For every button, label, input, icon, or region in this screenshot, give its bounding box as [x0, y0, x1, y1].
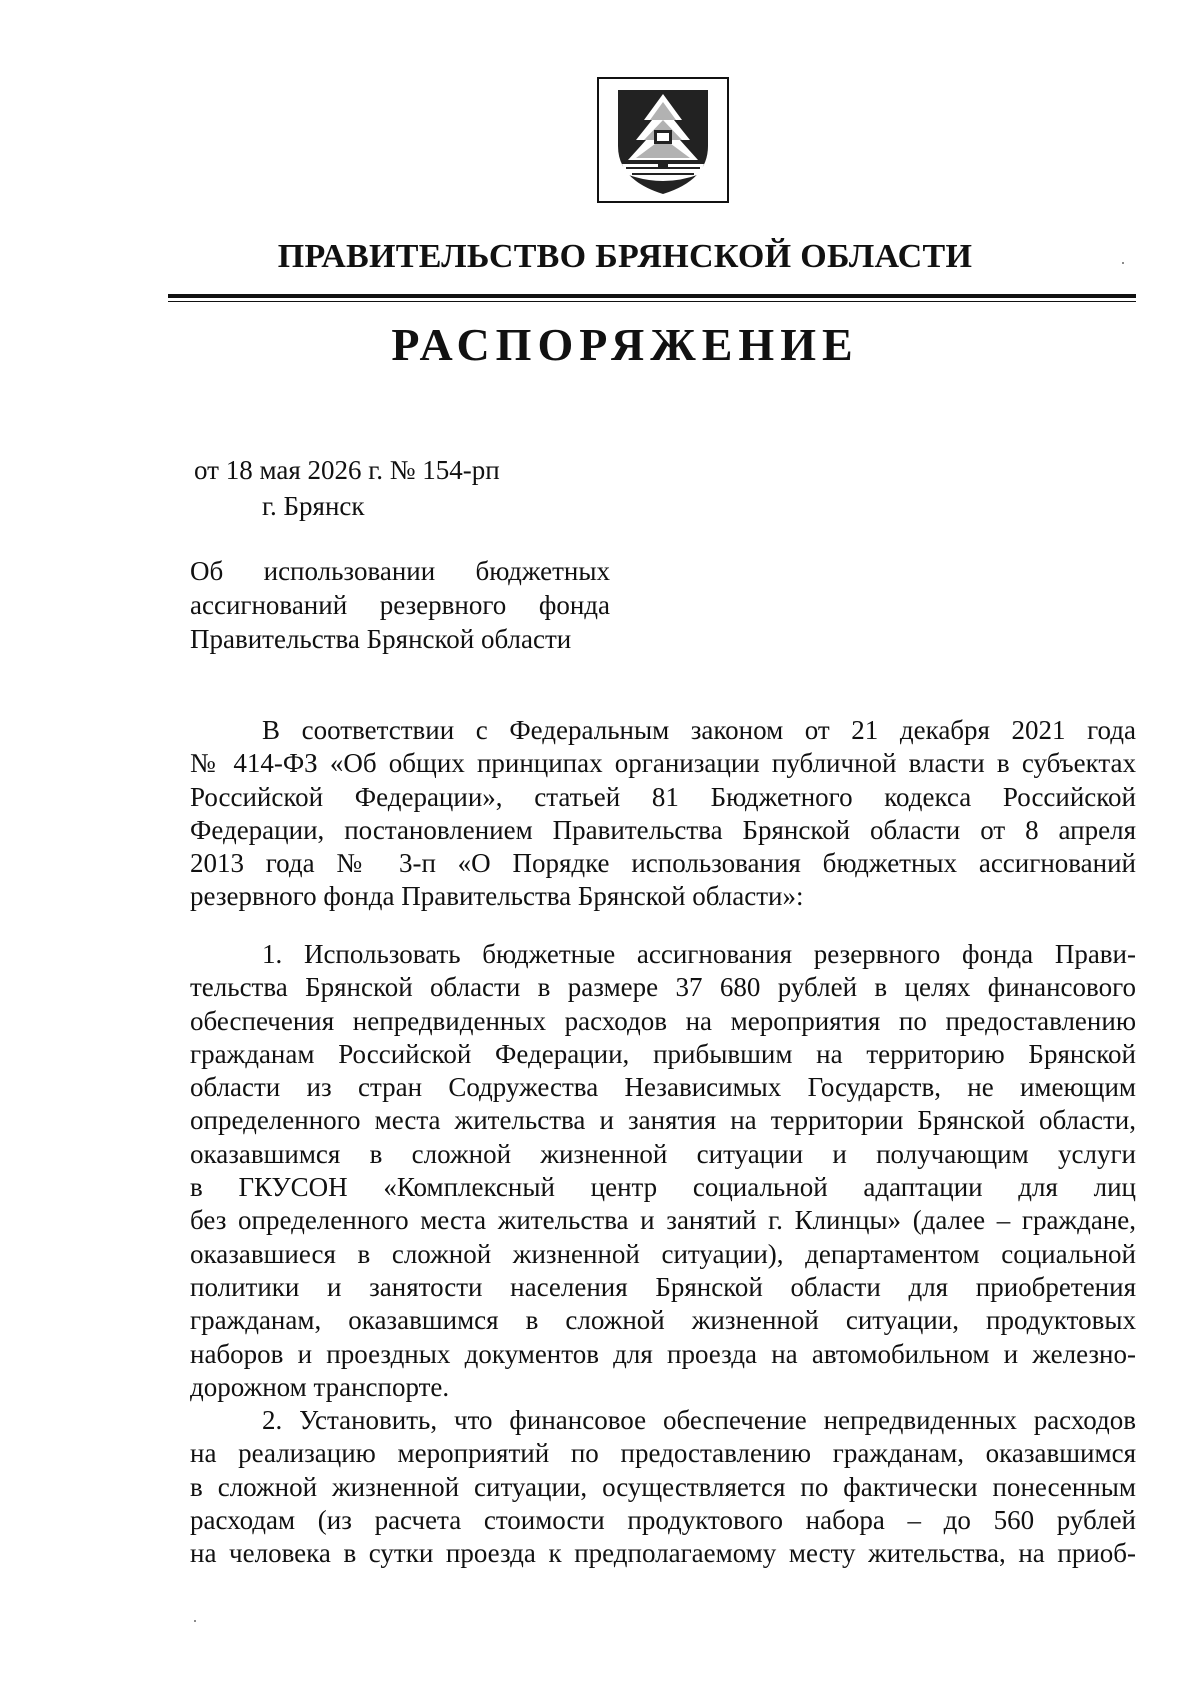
- paragraph-line: оказавшиеся в сложной жизненной ситуации), департаментом социальной: [190, 1238, 1136, 1269]
- paragraph-line: резервного фонда Правительства Брянской области»:: [190, 881, 804, 912]
- paragraph-line: оказавшимся в сложной жизненной ситуации и получающим услуги: [190, 1138, 1136, 1169]
- paragraph-line: гражданам, оказавшимся в сложной жизненной ситуации, продуктовых: [190, 1305, 1136, 1336]
- item-1-paragraph: [190, 938, 1136, 1404]
- preamble-paragraph: [190, 714, 1136, 914]
- document-date-number: от 18 мая 2026 г. № 154-рп: [194, 455, 500, 485]
- paragraph-line: Российской Федерации», статьей 81 Бюджетного кодекса Российской: [190, 781, 1136, 812]
- paragraph-line: 1. Использовать бюджетные ассигнования резервного фонда Прави-: [262, 939, 1136, 969]
- header-divider-thick: [168, 294, 1136, 298]
- header-divider-thin: [168, 301, 1136, 302]
- paragraph-line: тельства Брянской области в размере 37 680 рублей в целях финансового: [190, 972, 1136, 1003]
- paragraph-line: на человека в сутки проезда к предполагаемому месту жительства, на приоб-: [190, 1538, 1136, 1569]
- document-title: [190, 554, 610, 656]
- coat-of-arms-emblem: [596, 76, 730, 204]
- document-type-heading: РАСПОРЯЖЕНИЕ: [391, 319, 859, 370]
- paragraph-line: в сложной жизненной ситуации, осуществляется по фактически понесенным: [190, 1471, 1136, 1502]
- organization-name: ПРАВИТЕЛЬСТВО БРЯНСКОЙ ОБЛАСТИ: [277, 238, 973, 275]
- paragraph-line: дорожном транспорте.: [190, 1371, 450, 1402]
- paragraph-line: гражданам Российской Федерации, прибывшим на территорию Брянской: [190, 1038, 1136, 1069]
- paragraph-line: в ГКУСОН «Комплексный центр социальной адаптации для лиц: [190, 1172, 1136, 1203]
- title-line: Правительства Брянской области: [190, 624, 572, 654]
- paragraph-line: наборов и проездных документов для проезда на автомобильном и железно-: [190, 1338, 1136, 1369]
- title-line: ассигнований резервного фонда: [190, 590, 610, 620]
- paragraph-line: обеспечения непредвиденных расходов на мероприятия по предоставлению: [190, 1005, 1136, 1036]
- paragraph-line: политики и занятости населения Брянской области для приобретения: [190, 1271, 1136, 1302]
- paragraph-line: 2. Установить, что финансовое обеспечение непредвиденных расходов: [262, 1405, 1136, 1435]
- paragraph-line: Федерации, постановлением Правительства Брянской области от 8 апреля: [190, 814, 1136, 845]
- paragraph-line: определенного места жительства и занятия на территории Брянской области,: [190, 1105, 1136, 1136]
- paragraph-line: на реализацию мероприятий по предоставлению гражданам, оказавшимся: [190, 1438, 1136, 1469]
- paragraph-line: области из стран Содружества Независимых Государств, не имеющим: [190, 1072, 1136, 1103]
- paragraph-line: расходам (из расчета стоимости продуктового набора – до 560 рублей: [190, 1504, 1136, 1535]
- paragraph-line: № 414-ФЗ «Об общих принципах организации публичной власти в субъектах: [190, 748, 1136, 779]
- paragraph-line: В соответствии с Федеральным законом от 21 декабря 2021 года: [262, 715, 1136, 745]
- emblem-icon: [596, 76, 730, 204]
- document-city: г. Брянск: [262, 491, 365, 521]
- paragraph-line: 2013 года № 3-п «О Порядке использования бюджетных ассигнований: [190, 848, 1136, 879]
- scan-speck: [1122, 262, 1124, 264]
- title-line: Об использовании бюджетных: [190, 556, 610, 586]
- item-2-paragraph: [190, 1404, 1136, 1570]
- paragraph-line: без определенного места жительства и занятий г. Клинцы» (далее – граждане,: [190, 1205, 1136, 1236]
- scan-speck: [194, 1620, 196, 1622]
